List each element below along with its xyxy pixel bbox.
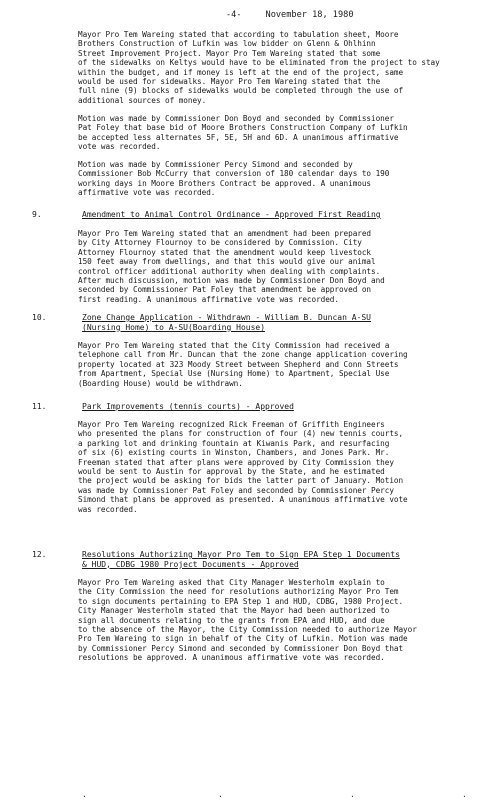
item-number: 12. [32, 550, 47, 559]
item-body-animal-control [78, 229, 438, 304]
text-line: Mayor Pro Tem Wareing stated that an amendment had been prepared [78, 229, 372, 238]
item-title-line: Amendment to Animal Control Ordinance - Approved First Reading [82, 210, 381, 219]
text-line: Pat Foley that base bid of Moore Brothers Construction Company of Lufkin [78, 123, 408, 133]
text-line: a parking lot and drinking fountain at Kiwanis Park, and resurfacing [78, 438, 390, 448]
text-line: of the sidewalks on Keltys would have to be eliminated from the project to stay [78, 58, 440, 68]
text-line: of six (6) existing courts in Winston, Chambers, and Jones Park. Mr. [78, 448, 390, 458]
text-line: Mayor Pro Tem Wareing stated that the City Commission had received a [78, 341, 390, 350]
text-line: was recorded. [78, 504, 138, 514]
text-line: control officer additional authority when dealing with complaints. [78, 266, 381, 276]
scan-mark: . [462, 790, 467, 799]
scan-mark: . [350, 790, 355, 799]
text-line: vote was recorded. [78, 142, 161, 152]
text-line: working days in Moore Brothers Contract be approved. A unanimous [78, 178, 372, 188]
text-line: Mayor Pro Tem Wareing recognized Rick Freeman of Griffith Engineers [78, 420, 385, 429]
text-line: to sign documents pertaining to EPA Step 1 and HUD, CDBG, 1980 Project. [78, 596, 404, 606]
text-line: Motion was made by Commissioner Don Boyd and seconded by Commissioner [78, 114, 394, 123]
text-line: who presented the plans for construction of four (4) new tennis courts, [78, 429, 404, 439]
text-line: from Apartment, Special Use (Nursing Home) to Apartment, Special Use [78, 369, 390, 379]
item-body-park-improvements [78, 420, 438, 514]
paragraph-motion-working-days [78, 160, 438, 198]
text-line: After much discussion, motion was made by Commissioner Don Boyd and [78, 276, 385, 286]
page-header [226, 10, 354, 20]
text-line: 150 feet away from dwellings, and that this would give our animal [78, 257, 376, 267]
item-number: 9. [32, 210, 42, 219]
item-title-line: (Nursing Home) to A-SU(Boarding House) [82, 322, 266, 332]
text-line: be accepted less alternates 5F, 5E, 5H and 6D. A unanimous affirmative [78, 132, 399, 142]
paragraph-motion-base-bid [78, 114, 438, 152]
text-line: the project would be asking for bids the latter part of January. Motion [78, 476, 404, 486]
text-line: sign all documents relating to the grants from EPA and HUD, and due [78, 615, 385, 625]
item-title-animal-control [82, 210, 381, 220]
text-line: Commissioner Bob McCurry that conversion of 180 calendar days to 190 [78, 169, 390, 179]
text-line: City Manager Westerholm stated that the Mayor had been authorized to [78, 606, 390, 616]
meeting-date: November 18, 1980 [265, 10, 354, 20]
text-line: Pro Tem Wareing to sign in behalf of the City of Lufkin. Motion was made [78, 634, 408, 644]
text-line: telephone call from Mr. Duncan that the zone change application covering [78, 350, 408, 360]
text-line: Brothers Construction of Lufkin was low bidder on Glenn & Ohlhinn [78, 39, 376, 49]
paragraph-bid-tabulation [78, 30, 438, 105]
text-line: Simond that plans be approved as presented. A unanimous affirmative vote [78, 495, 408, 505]
item-title-line: Resolutions Authorizing Mayor Pro Tem to Sign EPA Step 1 Documents [82, 550, 400, 559]
item-body-zone-change [78, 341, 438, 388]
text-line: was made by Commissioner Pat Foley and seconded by Commissioner Percy [78, 485, 394, 495]
item-body-resolutions [78, 578, 438, 663]
text-line: Mayor Pro Tem Wareing asked that City Manager Westerholm explain to [78, 578, 385, 587]
item-number: 11. [32, 402, 47, 411]
text-line: property located at 323 Moody Street between Shepherd and Conn Streets [78, 359, 399, 369]
text-line: Mayor Pro Tem Wareing stated that according to tabulation sheet, Moore [78, 30, 399, 39]
scan-mark: . [218, 790, 223, 799]
text-line: Street Improvement Project. Mayor Pro Tem Wareing stated that some [78, 48, 381, 58]
item-title-line: Park Improvements (tennis courts) - Approved [82, 402, 294, 411]
page-number: -4- [226, 10, 242, 20]
text-line: Attorney Flournoy stated that the amendment would keep livestock [78, 247, 372, 257]
item-title-resolutions [82, 550, 400, 569]
text-line: affirmative vote was recorded. [78, 188, 216, 198]
text-line: (Boarding House) would be withdrawn. [78, 378, 243, 388]
text-line: would be sent to Austin for approval by the State, and he estimated [78, 467, 385, 477]
text-line: first reading. A unanimous affirmative vote was recorded. [78, 294, 339, 304]
text-line: full nine (9) blocks of sidewalks would be completed through the use of [78, 86, 404, 96]
text-line: the City Commission the need for resolutions authorizing Mayor Pro Tem [78, 587, 399, 597]
item-title-line: & HUD, CDBG 1980 Project Documents - Approved [82, 559, 299, 569]
text-line: Motion was made by Commissioner Percy Simond and seconded by [78, 160, 353, 169]
item-title-line: Zone Change Application - Withdrawn - William B. Duncan A-SU [82, 313, 371, 322]
text-line: additional sources of money. [78, 95, 207, 105]
text-line: seconded by Commissioner Pat Foley that amendment be approved on [78, 285, 372, 295]
item-number: 10. [32, 313, 47, 322]
text-line: within the budget, and if money is left at the end of the project, same [78, 67, 404, 77]
text-line: by City Attorney Flournoy to be considered by Commission. City [78, 238, 362, 248]
item-title-park-improvements [82, 402, 294, 412]
text-line: would be used for sidewalks. Mayor Pro Tem Wareing stated that the [78, 77, 381, 87]
text-line: resolutions be approved. A unanimous affirmative vote was recorded. [78, 653, 385, 663]
text-line: by Commissioner Percy Simond and seconded by Commissioner Don Boyd that [78, 643, 404, 653]
item-title-zone-change [82, 313, 371, 332]
scan-mark: . [82, 790, 87, 799]
text-line: Freeman stated that after plans were approved by City Commission they [78, 457, 394, 467]
text-line: to the absence of the Mayor, the City Commission needed to authorize Mayor [78, 625, 417, 635]
